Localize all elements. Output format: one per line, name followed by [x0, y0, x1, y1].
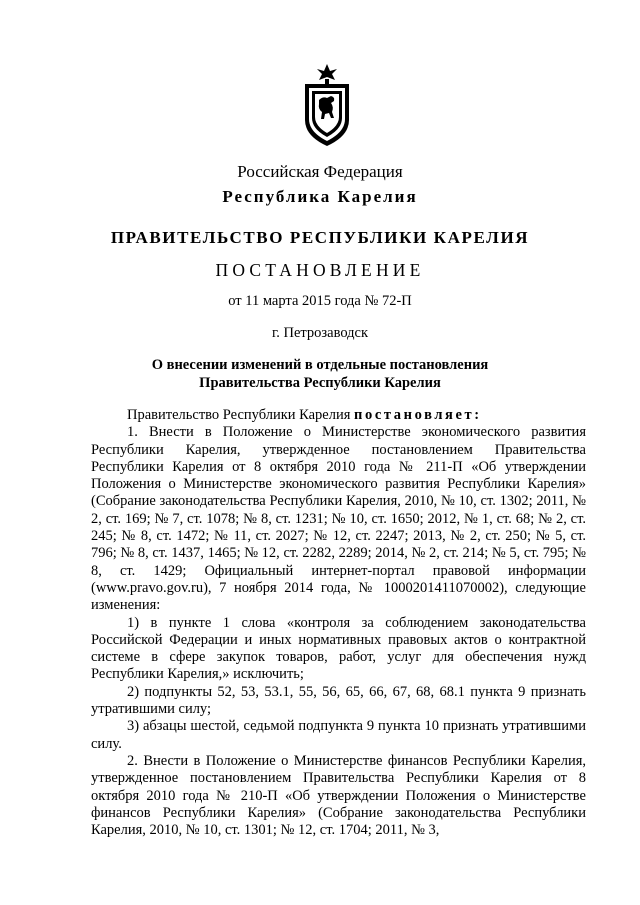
document-body [91, 407, 586, 839]
intro-text: Правительство Республики Карелия [127, 407, 355, 423]
city: г. Петрозаводск [271, 325, 369, 341]
paragraph-2: 2. Внести в Положение о Министерстве финансов Республики Карелия, утвержденное постановлением Правительства Республики Карелия от 8 октября 2010 года № 210-П «Об утверждении Положения о Министерстве финансов Республики Карелия» (Собрание законодательства Республики Карелия, 2010, № 10, ст. 1301; № 12, ст. 1704; 2011, № 3, [91, 752, 586, 839]
subject-line: Правительства Республики Карелия [199, 375, 441, 391]
document-type: ПОСТАНОВЛЕНИЕ [215, 260, 425, 280]
subparagraph-1-2: 2) подпункты 52, 53, 53.1, 55, 56, 65, 66, 67, 68, 68.1 пункта 9 признать утратившими силу; [91, 683, 586, 718]
date-and-number: от 11 марта 2015 года № 72-П [228, 293, 412, 309]
country-name: Российская Федерация [237, 162, 403, 181]
subject-line: О внесении изменений в отдельные постановления [151, 357, 489, 373]
document-subject [0, 356, 640, 392]
karelia-coat-of-arms-icon [301, 62, 353, 148]
paragraph-1: 1. Внести в Положение о Министерстве экономического развития Республики Карелия, утвержденное постановлением Правительства Республики Карелия от 8 октября 2010 года № 211-П «Об утверждении Положения о Министерстве экономического развития Республики Карелия» (Собрание законодательства Республики Карелия, 2010, № 10, ст. 1302; 2011, № 2, ст. 169; № 7, ст. 1078; № 8, ст. 1231; № 10, ст. 1650; 2012, № 1, ст. 68; № 2, ст. 245; № 8, ст. 1472; № 11, ст. 2027; № 12, ст. 2247; 2013, № 2, ст. 250; № 5, ст. 796; № 8, ст. 1437, 1465; № 12, ст. 2282, 2289; 2014, № 2, ст. 214; № 5, ст. 795; № 8, ст. 1429; Официальный интернет-портал правовой информации (www.pravo.gov.ru), 7 ноября 2014 года, № 1000201411070002), следующие изменения: [91, 424, 586, 614]
republic-name: Республика Карелия [222, 187, 418, 206]
decrees-word: постановляет: [354, 407, 482, 423]
subparagraph-1-1: 1) в пункте 1 слова «контроля за соблюдением законодательства Российской Федерации и иных нормативных правовых актов о контрактной системе в сфере закупок товаров, работ, услуг для обеспечения нужд Республики Карелия,» исключить; [91, 614, 586, 683]
subparagraph-1-3: 3) абзацы шестой, седьмой подпункта 9 пункта 10 признать утратившими силу. [91, 718, 586, 752]
government-title: ПРАВИТЕЛЬСТВО РЕСПУБЛИКИ КАРЕЛИЯ [110, 228, 530, 247]
intro-paragraph [91, 407, 586, 424]
